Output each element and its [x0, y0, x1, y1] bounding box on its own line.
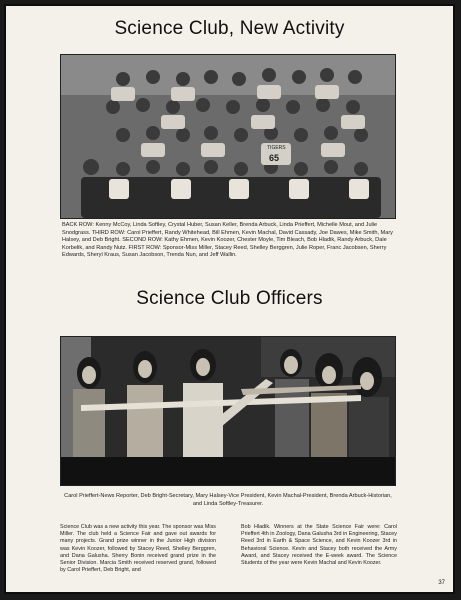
- officers-photo: [60, 336, 396, 486]
- section-title: Science Club Officers: [136, 288, 323, 309]
- yearbook-page: [4, 4, 455, 594]
- jersey-number: 65: [269, 153, 280, 163]
- officers-photo-image: [61, 337, 395, 485]
- group-caption: BACK ROW: Kenny McCoy, Linda Softley, Crystal Huber, Susan Keller, Brenda Arbuck, Linda Prieffert, Michelle Mout, and Julie Snodgrass. THIRD ROW: Carol Prieffert, Randy Whitehead, Bill Ehmen, Kevin Machal, David Cassady, Joe Dawes, Mike Smith, Mary Halsey, and Deb Bright. SECOND ROW: Kathy Ehmen, Kevin Koozer, Chester Moyle, Tim Bleach, Bob Hladik, Randy Arbuck, Dale Korbelik, and Randy Nutz. FIRST ROW: Sponsor-Miss Miller, Stacey Reed, Shelley Berggren, Julie Roper, Franc Jacobsen, Sherry Edwards, Sheryl Kraus, Susan Jacobson, Trenda Nun, and Jeff Wallin.: [62, 222, 393, 259]
- page-number: 37: [438, 580, 445, 586]
- body-text-left: Science Club was a new activity this year. The sponsor was Miss Miller. The club held a Science Fair and gave out awards for many projects. Grand prize winner in the Junior High division was Kevin Koozer, followed by Stacey Reed, Shelley Berggren, and Dana Galusha. Sherry Bonin received grand prize in the Senior Division. Marcia Smith received reserved grand, followed by Carol Prieffert, Deb Bright, and: [60, 524, 216, 574]
- body-text-right: Bob Hladik. Winners at the State Science Fair were: Carol Prieffert 4th in Zoology, Dana Galusha 3rd in Engineering, Stacey Reed 3rd in Earth & Space Science, and Kevin Koozer 3rd in Behavioral Science. Kevin and Stacey both received the Army Award, and Stacey received the E-week award. The Science Students of the year were Kevin Machal and Kevin Koozer.: [241, 524, 397, 567]
- officers-caption: Carol Prieffert-News Reporter, Deb Bright-Secretary, Mary Halsey-Vice President, Kevin Machal-President, Brenda Arbuck-Historian, and Linda Softley-Treasurer.: [64, 493, 392, 507]
- page-title: Science Club, New Activity: [114, 18, 345, 39]
- group-photo-image: [61, 55, 395, 218]
- jersey-text: TIGERS: [267, 145, 286, 151]
- group-photo: [60, 54, 396, 219]
